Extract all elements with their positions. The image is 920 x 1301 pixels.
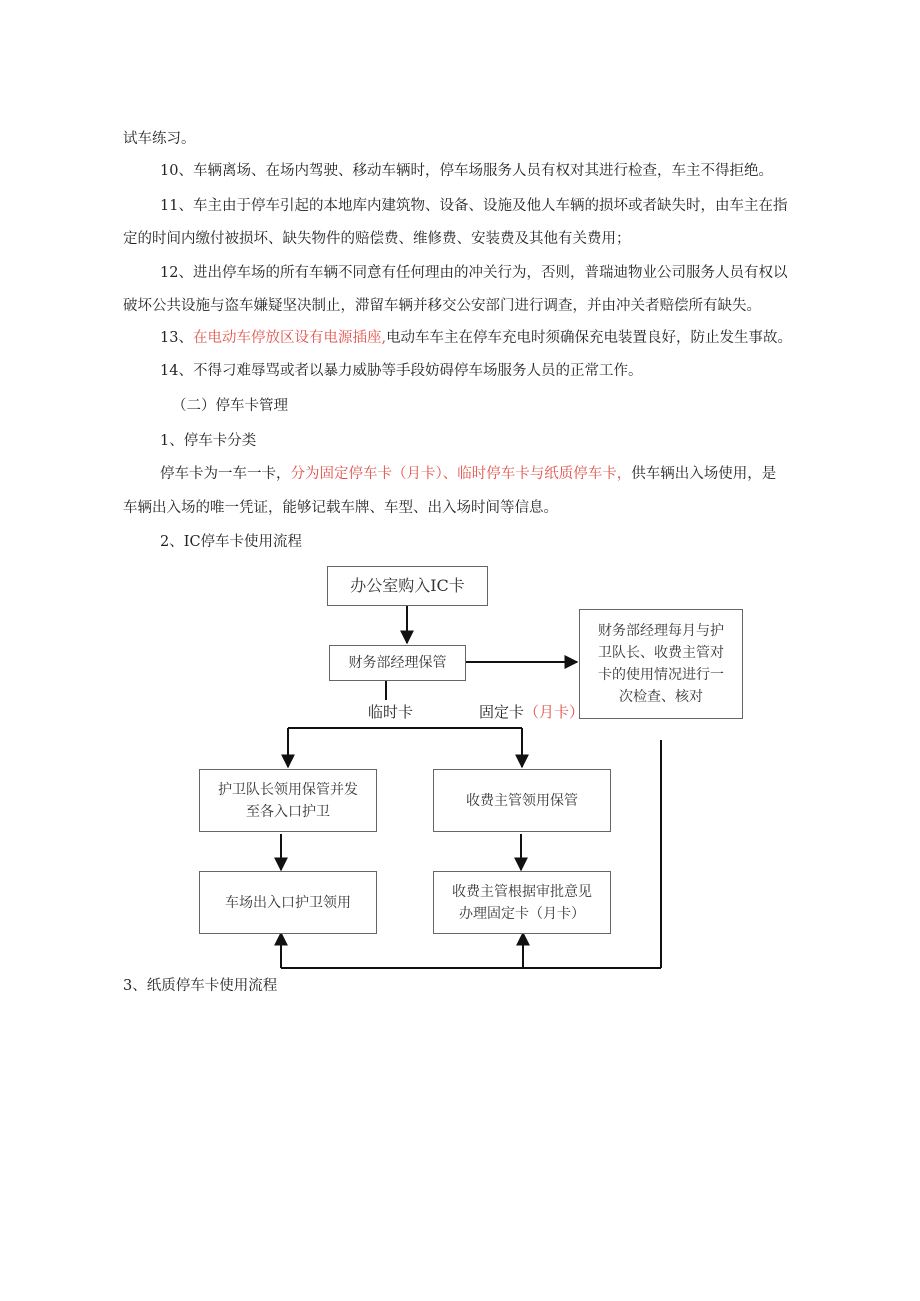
flow-label-fixed-red: （月卡） bbox=[524, 703, 585, 721]
card-types-text-a: 停车卡为一车一卡， bbox=[160, 466, 291, 482]
flow-box-check-label: 财务部经理每月与护卫队长、收费主管对卡的使用情况进行一次检查、核对 bbox=[598, 623, 724, 705]
flow-label-fixed-card bbox=[479, 702, 585, 722]
paragraph-rule-10: 10、车辆离场、在场内驾驶、移动车辆时，停车场服务人员有权对其进行检查，车主不得拒绝。 bbox=[160, 163, 773, 179]
subheading-ic-card-flow: 2、IC停车卡使用流程 bbox=[160, 534, 303, 550]
flow-box-buy-ic-card bbox=[327, 566, 488, 606]
paragraph-rule-12-line2: 破坏公共设施与盗车嫌疑坚决制止，滞留车辆并移交公安部门进行调查，并由冲关者赔偿所有缺失。 bbox=[123, 298, 761, 314]
subheading-card-types: 1、停车卡分类 bbox=[160, 433, 257, 449]
flow-box-monthly-check bbox=[579, 609, 743, 719]
paragraph-card-types-line2: 车辆出入场的唯一凭证，能够记载车牌、车型、出入场时间等信息。 bbox=[123, 500, 558, 516]
subheading-paper-card-flow: 3、纸质停车卡使用流程 bbox=[123, 978, 278, 994]
flow-label-fixed-text: 固定卡 bbox=[479, 703, 525, 721]
flow-box-guard-lead bbox=[199, 769, 377, 832]
flow-box-fee-issue bbox=[433, 871, 611, 934]
paragraph-rule-14: 14、不得刁难辱骂或者以暴力威胁等手段妨碍停车场服务人员的正常工作。 bbox=[160, 363, 643, 379]
rule-13-number: 13、 bbox=[160, 330, 193, 346]
flow-box-fee-lead-label: 收费主管领用保管 bbox=[466, 792, 578, 809]
paragraph-rule-11-line1: 11、车主由于停车引起的本地库内建筑物、设备、设施及他人车辆的损坏或者缺失时，由车主在指 bbox=[160, 198, 788, 214]
flow-box-finance-keep bbox=[329, 645, 466, 681]
card-types-text-b: 供车辆出入场使用，是 bbox=[631, 466, 777, 482]
rule-13-rest: 电动车车主在停车充电时须确保充电装置良好，防止发生事故。 bbox=[386, 330, 793, 346]
flow-box-fee-lead bbox=[433, 769, 611, 832]
flow-box-fee-issue-label: 收费主管根据审批意见办理固定卡（月卡） bbox=[452, 883, 592, 922]
rule-13-highlight: 在电动车停放区设有电源插座, bbox=[192, 330, 387, 346]
paragraph-rule-12-line1: 12、进出停车场的所有车辆不同意有任何理由的冲关行为，否则，普瑞迪物业公司服务人员有权以 bbox=[160, 265, 788, 281]
flow-box-finance-label: 财务部经理保管 bbox=[348, 655, 447, 671]
flow-box-gate-guard bbox=[199, 871, 377, 934]
flow-box-gate-guard-label: 车场出入口护卫领用 bbox=[225, 894, 351, 911]
paragraph-rule-11-line2: 定的时间内缴付被损坏、缺失物件的赔偿费、维修费、安装费及其他有关费用； bbox=[123, 231, 631, 247]
card-types-highlight: 分为固定停车卡（月卡）、临时停车卡与纸质停车卡， bbox=[290, 466, 632, 482]
section-heading-card-management: （二）停车卡管理 bbox=[172, 398, 288, 414]
paragraph-trial-practice: 试车练习。 bbox=[123, 131, 196, 147]
flow-box-buy-label: 办公室购入IC卡 bbox=[350, 576, 465, 595]
flow-label-temporary-card: 临时卡 bbox=[368, 703, 414, 721]
flow-box-guard-lead-label: 护卫队长领用保管并发至各入口护卫 bbox=[218, 781, 358, 820]
